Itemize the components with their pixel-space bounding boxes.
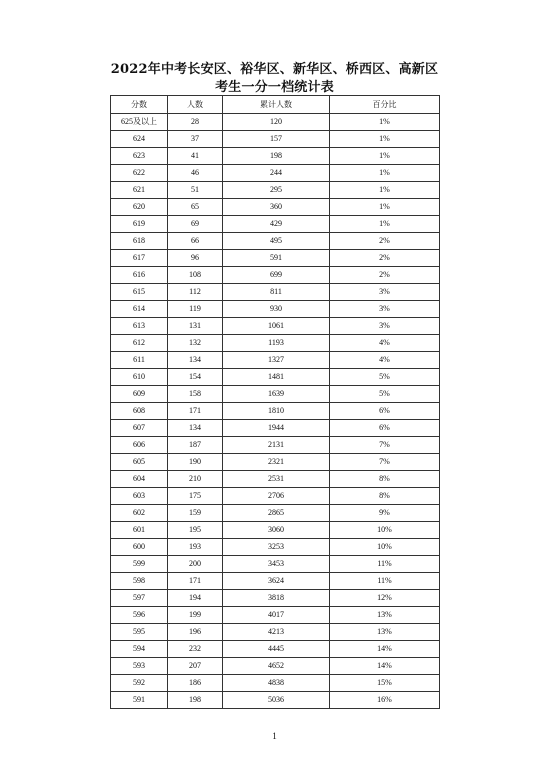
cell-count: 171 <box>168 403 223 420</box>
cell-cumulative: 3453 <box>223 556 330 573</box>
table-row <box>111 148 440 165</box>
cell-percent: 1% <box>330 131 440 148</box>
cell-percent: 4% <box>330 335 440 352</box>
cell-count: 198 <box>168 692 223 709</box>
cell-score: 602 <box>111 505 168 522</box>
table-row <box>111 692 440 709</box>
table-row <box>111 624 440 641</box>
cell-score: 604 <box>111 471 168 488</box>
table-row <box>111 488 440 505</box>
cell-percent: 11% <box>330 556 440 573</box>
cell-cumulative: 495 <box>223 233 330 250</box>
cell-score: 610 <box>111 369 168 386</box>
cell-percent: 3% <box>330 284 440 301</box>
cell-count: 175 <box>168 488 223 505</box>
cell-percent: 1% <box>330 216 440 233</box>
cell-score: 613 <box>111 318 168 335</box>
cell-count: 193 <box>168 539 223 556</box>
cell-cumulative: 4445 <box>223 641 330 658</box>
cell-score: 606 <box>111 437 168 454</box>
cell-count: 96 <box>168 250 223 267</box>
cell-count: 232 <box>168 641 223 658</box>
cell-percent: 2% <box>330 267 440 284</box>
cell-score: 624 <box>111 131 168 148</box>
cell-percent: 8% <box>330 488 440 505</box>
cell-cumulative: 429 <box>223 216 330 233</box>
cell-percent: 6% <box>330 420 440 437</box>
cell-percent: 10% <box>330 539 440 556</box>
page-number: 1 <box>272 731 277 741</box>
cell-cumulative: 2321 <box>223 454 330 471</box>
cell-score: 593 <box>111 658 168 675</box>
cell-percent: 8% <box>330 471 440 488</box>
cell-count: 186 <box>168 675 223 692</box>
document-title: 2022年中考长安区、裕华区、新华区、桥西区、高新区 <box>110 62 439 77</box>
document-subtitle: 考生一分一档统计表 <box>215 80 334 95</box>
cell-percent: 5% <box>330 369 440 386</box>
cell-score: 599 <box>111 556 168 573</box>
table-row <box>111 505 440 522</box>
cell-score: 616 <box>111 267 168 284</box>
cell-percent: 7% <box>330 454 440 471</box>
cell-cumulative: 3818 <box>223 590 330 607</box>
cell-cumulative: 4213 <box>223 624 330 641</box>
table-row <box>111 556 440 573</box>
cell-score: 598 <box>111 573 168 590</box>
cell-cumulative: 157 <box>223 131 330 148</box>
cell-percent: 2% <box>330 250 440 267</box>
cell-cumulative: 1327 <box>223 352 330 369</box>
cell-percent: 11% <box>330 573 440 590</box>
table-row <box>111 539 440 556</box>
cell-count: 171 <box>168 573 223 590</box>
cell-cumulative: 295 <box>223 182 330 199</box>
cell-percent: 13% <box>330 624 440 641</box>
table-row <box>111 267 440 284</box>
table-row <box>111 335 440 352</box>
cell-count: 134 <box>168 420 223 437</box>
cell-score: 607 <box>111 420 168 437</box>
cell-percent: 1% <box>330 182 440 199</box>
table-row <box>111 675 440 692</box>
cell-score: 621 <box>111 182 168 199</box>
cell-count: 210 <box>168 471 223 488</box>
cell-percent: 2% <box>330 233 440 250</box>
cell-score: 600 <box>111 539 168 556</box>
cell-count: 134 <box>168 352 223 369</box>
cell-cumulative: 3624 <box>223 573 330 590</box>
cell-cumulative: 1944 <box>223 420 330 437</box>
cell-cumulative: 1061 <box>223 318 330 335</box>
cell-score: 594 <box>111 641 168 658</box>
cell-count: 112 <box>168 284 223 301</box>
cell-cumulative: 4652 <box>223 658 330 675</box>
cell-cumulative: 3060 <box>223 522 330 539</box>
cell-score: 620 <box>111 199 168 216</box>
table-row <box>111 437 440 454</box>
cell-count: 119 <box>168 301 223 318</box>
cell-percent: 14% <box>330 641 440 658</box>
cell-score: 595 <box>111 624 168 641</box>
table-row <box>111 216 440 233</box>
cell-score: 623 <box>111 148 168 165</box>
cell-score: 612 <box>111 335 168 352</box>
cell-cumulative: 2706 <box>223 488 330 505</box>
cell-percent: 13% <box>330 607 440 624</box>
cell-count: 207 <box>168 658 223 675</box>
cell-count: 158 <box>168 386 223 403</box>
cell-score: 605 <box>111 454 168 471</box>
cell-percent: 14% <box>330 658 440 675</box>
cell-score: 619 <box>111 216 168 233</box>
cell-score: 596 <box>111 607 168 624</box>
cell-cumulative: 591 <box>223 250 330 267</box>
cell-cumulative: 198 <box>223 148 330 165</box>
table-row <box>111 284 440 301</box>
cell-cumulative: 2131 <box>223 437 330 454</box>
table-row <box>111 165 440 182</box>
cell-count: 159 <box>168 505 223 522</box>
table-row <box>111 386 440 403</box>
cell-cumulative: 1193 <box>223 335 330 352</box>
table-row <box>111 352 440 369</box>
cell-count: 41 <box>168 148 223 165</box>
cell-cumulative: 1639 <box>223 386 330 403</box>
header-count: 人数 <box>168 96 223 114</box>
cell-count: 37 <box>168 131 223 148</box>
cell-percent: 7% <box>330 437 440 454</box>
table-row <box>111 454 440 471</box>
cell-count: 108 <box>168 267 223 284</box>
cell-score: 615 <box>111 284 168 301</box>
cell-count: 132 <box>168 335 223 352</box>
cell-count: 46 <box>168 165 223 182</box>
cell-score: 608 <box>111 403 168 420</box>
cell-score: 611 <box>111 352 168 369</box>
table-row <box>111 131 440 148</box>
cell-count: 28 <box>168 114 223 131</box>
cell-score: 601 <box>111 522 168 539</box>
cell-percent: 1% <box>330 148 440 165</box>
cell-cumulative: 1481 <box>223 369 330 386</box>
table-row <box>111 369 440 386</box>
cell-score: 618 <box>111 233 168 250</box>
cell-count: 200 <box>168 556 223 573</box>
cell-percent: 1% <box>330 114 440 131</box>
table-row <box>111 250 440 267</box>
table-row <box>111 573 440 590</box>
table-row <box>111 420 440 437</box>
cell-score: 622 <box>111 165 168 182</box>
cell-cumulative: 360 <box>223 199 330 216</box>
table-row <box>111 301 440 318</box>
cell-cumulative: 5036 <box>223 692 330 709</box>
table-row <box>111 471 440 488</box>
cell-cumulative: 4838 <box>223 675 330 692</box>
table-row <box>111 182 440 199</box>
cell-cumulative: 120 <box>223 114 330 131</box>
cell-percent: 3% <box>330 318 440 335</box>
cell-percent: 16% <box>330 692 440 709</box>
cell-count: 51 <box>168 182 223 199</box>
table-row <box>111 607 440 624</box>
cell-cumulative: 4017 <box>223 607 330 624</box>
cell-cumulative: 811 <box>223 284 330 301</box>
cell-cumulative: 2531 <box>223 471 330 488</box>
table-row <box>111 522 440 539</box>
header-percent: 百分比 <box>330 96 440 114</box>
cell-score: 592 <box>111 675 168 692</box>
table-header-row <box>111 96 440 114</box>
cell-percent: 1% <box>330 199 440 216</box>
cell-cumulative: 699 <box>223 267 330 284</box>
table-row <box>111 318 440 335</box>
table-row <box>111 641 440 658</box>
cell-score: 625及以上 <box>111 114 168 131</box>
cell-score: 597 <box>111 590 168 607</box>
cell-count: 196 <box>168 624 223 641</box>
cell-score: 591 <box>111 692 168 709</box>
cell-percent: 5% <box>330 386 440 403</box>
cell-percent: 1% <box>330 165 440 182</box>
score-distribution-table <box>110 95 440 709</box>
cell-cumulative: 1810 <box>223 403 330 420</box>
table-body <box>111 114 440 709</box>
cell-cumulative: 2865 <box>223 505 330 522</box>
cell-percent: 12% <box>330 590 440 607</box>
cell-count: 154 <box>168 369 223 386</box>
cell-count: 69 <box>168 216 223 233</box>
cell-count: 66 <box>168 233 223 250</box>
cell-percent: 15% <box>330 675 440 692</box>
cell-count: 194 <box>168 590 223 607</box>
cell-count: 131 <box>168 318 223 335</box>
cell-cumulative: 244 <box>223 165 330 182</box>
cell-cumulative: 930 <box>223 301 330 318</box>
table-row <box>111 403 440 420</box>
cell-count: 195 <box>168 522 223 539</box>
cell-count: 187 <box>168 437 223 454</box>
cell-percent: 6% <box>330 403 440 420</box>
header-score: 分数 <box>111 96 168 114</box>
cell-score: 617 <box>111 250 168 267</box>
header-cumulative: 累计人数 <box>223 96 330 114</box>
cell-count: 190 <box>168 454 223 471</box>
cell-percent: 10% <box>330 522 440 539</box>
cell-cumulative: 3253 <box>223 539 330 556</box>
cell-score: 609 <box>111 386 168 403</box>
table-row <box>111 658 440 675</box>
cell-percent: 3% <box>330 301 440 318</box>
table-row <box>111 590 440 607</box>
table-row <box>111 114 440 131</box>
cell-percent: 4% <box>330 352 440 369</box>
cell-percent: 9% <box>330 505 440 522</box>
table-row <box>111 233 440 250</box>
cell-count: 65 <box>168 199 223 216</box>
cell-score: 603 <box>111 488 168 505</box>
table-row <box>111 199 440 216</box>
cell-count: 199 <box>168 607 223 624</box>
cell-score: 614 <box>111 301 168 318</box>
